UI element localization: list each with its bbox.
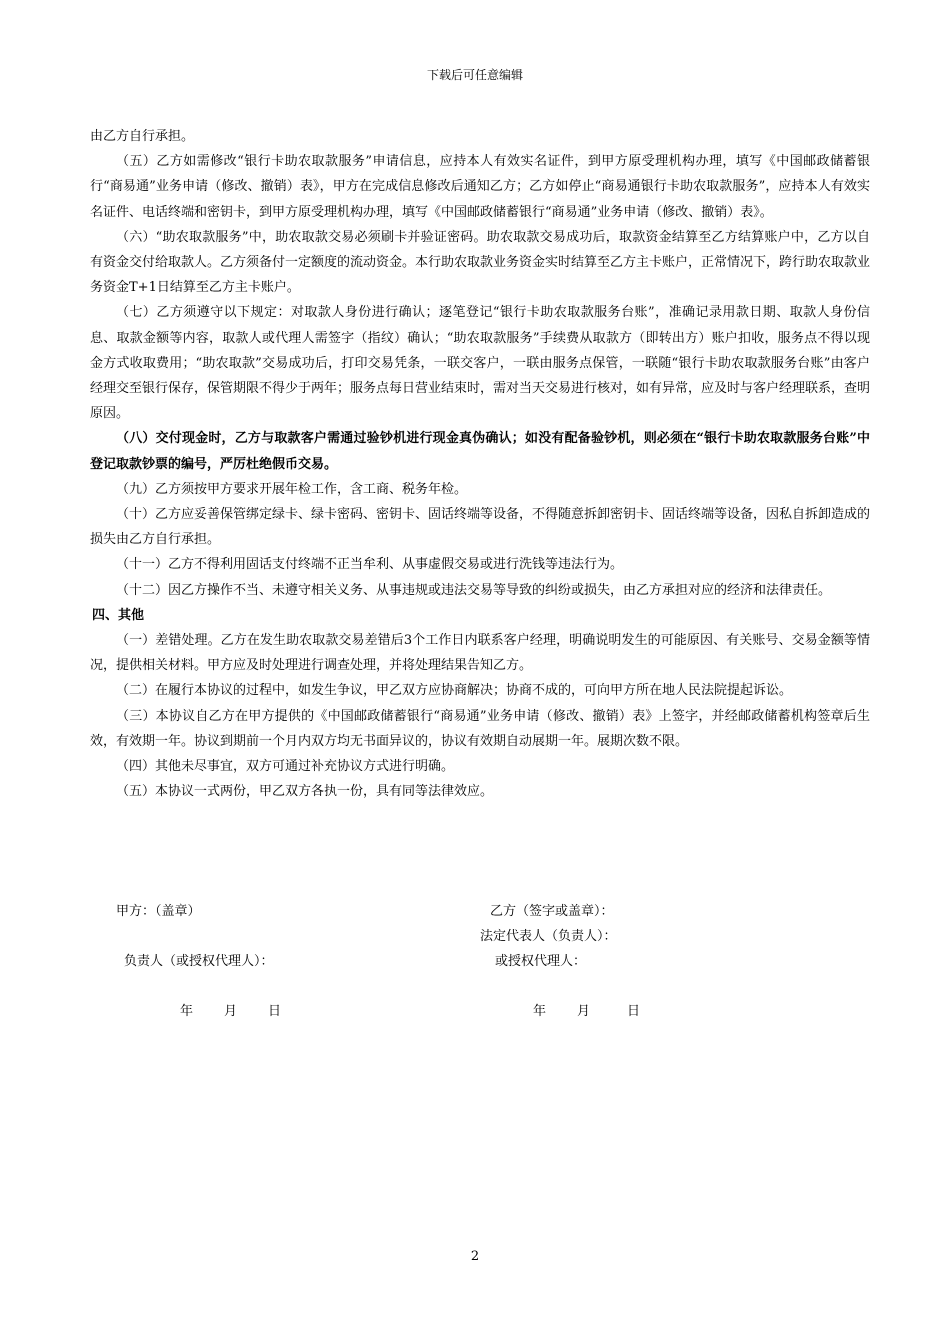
day-label: 日	[627, 1004, 641, 1019]
year-label: 年	[533, 1004, 547, 1019]
clause-5: （五）乙方如需修改“银行卡助农取款服务”申请信息，应持本人有效实名证件，到甲方原受理机构办理，填写《中国邮政储蓄银行“商易通”业务申请（修改、撤销）表》，甲方在完成信息修改后通知乙方；乙方如停止“商易通银行卡助农取款服务”，应持本人有效实名证件、电话终端和密钥卡，到甲方原受理机构办理，填写《中国邮政储蓄银行“商易通”业务申请（修改、撤销）表》。	[90, 154, 870, 220]
other-clause-1: （一）差错处理。乙方在发生助农取款交易差错后3个工作日内联系客户经理，明确说明发生的可能原因、有关账号、交易金额等情况，提供相关材料。甲方应及时处理进行调查处理，并将处理结果告知乙方。	[90, 633, 870, 674]
party-a-date	[180, 1000, 281, 1019]
other-clause-5: （五）本协议一式两份，甲乙双方各执一份，具有同等法律效应。	[116, 784, 494, 800]
day-label: 日	[268, 1004, 282, 1019]
paragraph-continuation: 由乙方自行承担。	[90, 129, 195, 144]
clause-10: （十）乙方应妥善保管绑定绿卡、绿卡密码、密钥卡、固话终端等设备，不得随意拆卸密钥卡、固话终端等设备，因私自拆卸造成的损失由乙方自行承担。	[90, 507, 871, 548]
document-body	[90, 124, 870, 804]
other-clause-3: （三）本协议自乙方在甲方提供的《中国邮政储蓄银行“商易通”业务申请（修改、撤销）表》上签字，并经邮政储蓄机构签章后生效，有效期一年。协议到期前一个月内双方均无书面异议的，协议有效期自动展期一年。展期次数不限。	[90, 708, 870, 749]
month-label: 月	[577, 1004, 591, 1019]
section-heading-other: 四、其他	[92, 607, 145, 623]
other-clause-4: （四）其他未尽事宜，双方可通过补充协议方式进行明确。	[116, 759, 455, 775]
clause-6: （六）“助农取款服务”中，助农取款交易必须刷卡并验证密码。助农取款交易成功后，取款资金结算至乙方结算账户中，乙方以自有资金交付给取款人。乙方须备付一定额度的流动资金。本行助农取款业务资金实时结算至乙方主卡账户，正常情况下，跨行助农取款业务资金T+1日结算至乙方主卡账户。	[90, 229, 871, 296]
page-header: 下载后可任意编辑	[426, 68, 523, 82]
party-b-label: 乙方（签字或盖章）：	[490, 904, 614, 919]
month-label: 月	[224, 1004, 238, 1019]
party-b-agent-label: 或授权代理人：	[495, 954, 587, 969]
page-number: 2	[470, 1249, 480, 1264]
clause-7: （七）乙方须遵守以下规定：对取款人身份进行确认；逐笔登记“银行卡助农取款服务台账”，准确记录用款日期、取款人身份信息、取款金额等内容，取款人或代理人需签字（指纹）确认；“助农取款服务”手续费从取款方（即转出方）账户扣收，服务点不得以现金方式收取费用；“助农取款”交易成功后，打印交易凭条，一联交客户，一联由服务点保管，一联随“银行卡助农取款服务台账”由客户经理交至银行保存，保管期限不得少于两年；服务点每日营业结束时，需对当天交易进行核对，如有异常，应及时与客户经理联系，查明原因。	[90, 305, 871, 422]
clause-9: （九）乙方须按甲方要求开展年检工作，含工商、税务年检。	[116, 481, 468, 497]
party-b-legal-rep-label: 法定代表人（负责人）：	[480, 929, 617, 944]
clause-12: （十二）因乙方操作不当、未遵守相关义务、从事违规或违法交易等导致的纠纷或损失，由乙方承担对应的经济和法律责任。	[116, 582, 832, 598]
clause-11: （十一）乙方不得利用固话支付终端不正当牟利、从事虚假交易或进行洗钱等违法行为。	[116, 557, 624, 573]
party-a-representative-label: 负责人（或授权代理人）：	[124, 954, 274, 969]
clause-8-bold: （八）交付现金时，乙方与取款客户需通过验钞机进行现金真伪确认；如没有配备验钞机，则必须在“银行卡助农取款服务台账”中登记取款钞票的编号，严厉杜绝假币交易。	[90, 431, 870, 472]
other-clause-2: （二）在履行本协议的过程中，如发生争议，甲乙双方应协商解决；协商不成的，可向甲方所在地人民法院提起诉讼。	[116, 683, 793, 699]
party-a-label: 甲方：（盖章）	[116, 904, 201, 919]
party-b-date	[533, 1000, 640, 1019]
year-label: 年	[180, 1004, 194, 1019]
